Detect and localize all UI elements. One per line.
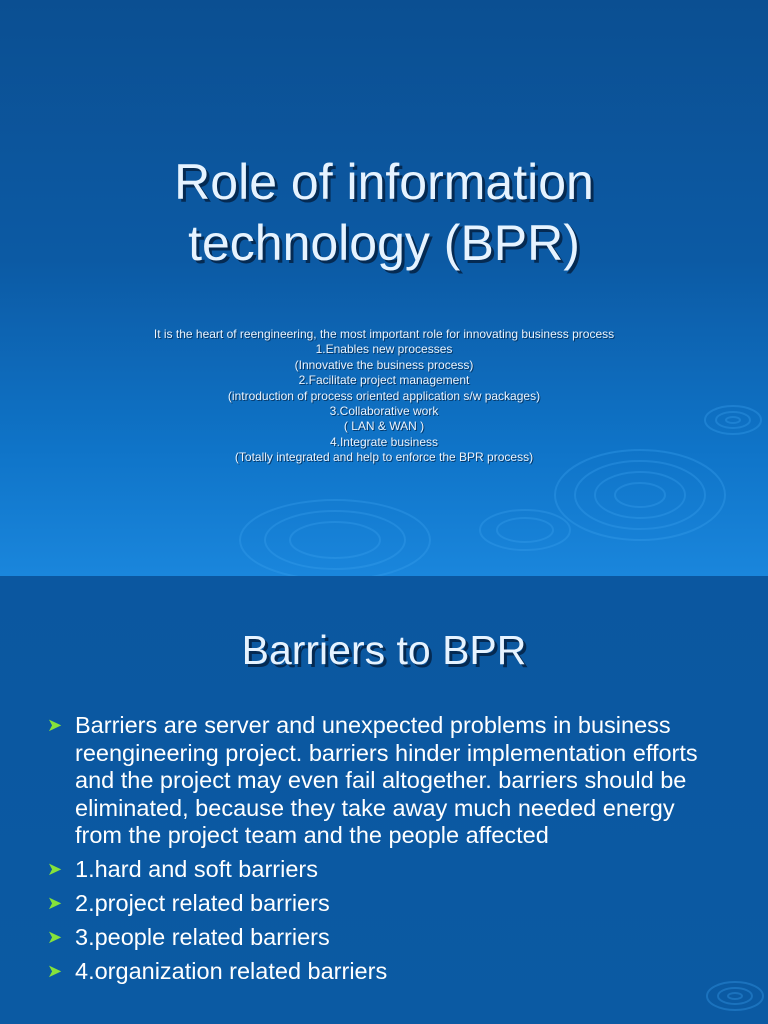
title-line: Role of information <box>174 154 594 210</box>
body-line: It is the heart of reengineering, the most important role for innovating business process <box>153 327 615 341</box>
list-item <box>47 924 727 952</box>
body-line: 2.Facilitate project management <box>298 373 470 388</box>
arrow-bullet-icon: ➤ <box>47 893 63 913</box>
body-line: 4.Integrate business <box>329 434 439 449</box>
arrow-bullet-icon: ➤ <box>47 927 63 947</box>
slide-title <box>0 152 768 274</box>
list-item <box>47 856 727 884</box>
list-item-text: 2.project related barriers <box>75 890 330 916</box>
list-item <box>47 890 727 918</box>
title-line: technology (BPR) <box>188 215 580 271</box>
list-item-text: 1.hard and soft barriers <box>75 856 318 882</box>
body-line: (introduction of process oriented application s/w packages) <box>227 388 541 403</box>
body-line: 3.Collaborative work <box>329 404 439 419</box>
body-line: 1.Enables new processes <box>315 342 453 357</box>
arrow-bullet-icon: ➤ <box>47 961 63 981</box>
list-item-text: 4.organization related barriers <box>75 958 388 984</box>
slide-body <box>0 327 768 466</box>
slide-title: Barriers to BPR <box>241 627 527 673</box>
arrow-bullet-icon: ➤ <box>47 715 63 735</box>
body-line: ( LAN & WAN ) <box>343 419 425 434</box>
body-line: (Innovative the business process) <box>294 357 474 372</box>
bullet-list <box>47 712 727 992</box>
list-item-text: Barriers are server and unexpected problems in business reengineering project. barriers hinder implementation efforts and the project may even fail altogether. barriers should be eliminated, because they take away much needed energy from the project team and the people affected <box>75 712 698 848</box>
arrow-bullet-icon: ➤ <box>47 859 63 879</box>
list-item <box>47 958 727 986</box>
list-item <box>47 712 727 850</box>
list-item-text: 3.people related barriers <box>75 924 330 950</box>
body-line: (Totally integrated and help to enforce the BPR process) <box>234 450 534 465</box>
